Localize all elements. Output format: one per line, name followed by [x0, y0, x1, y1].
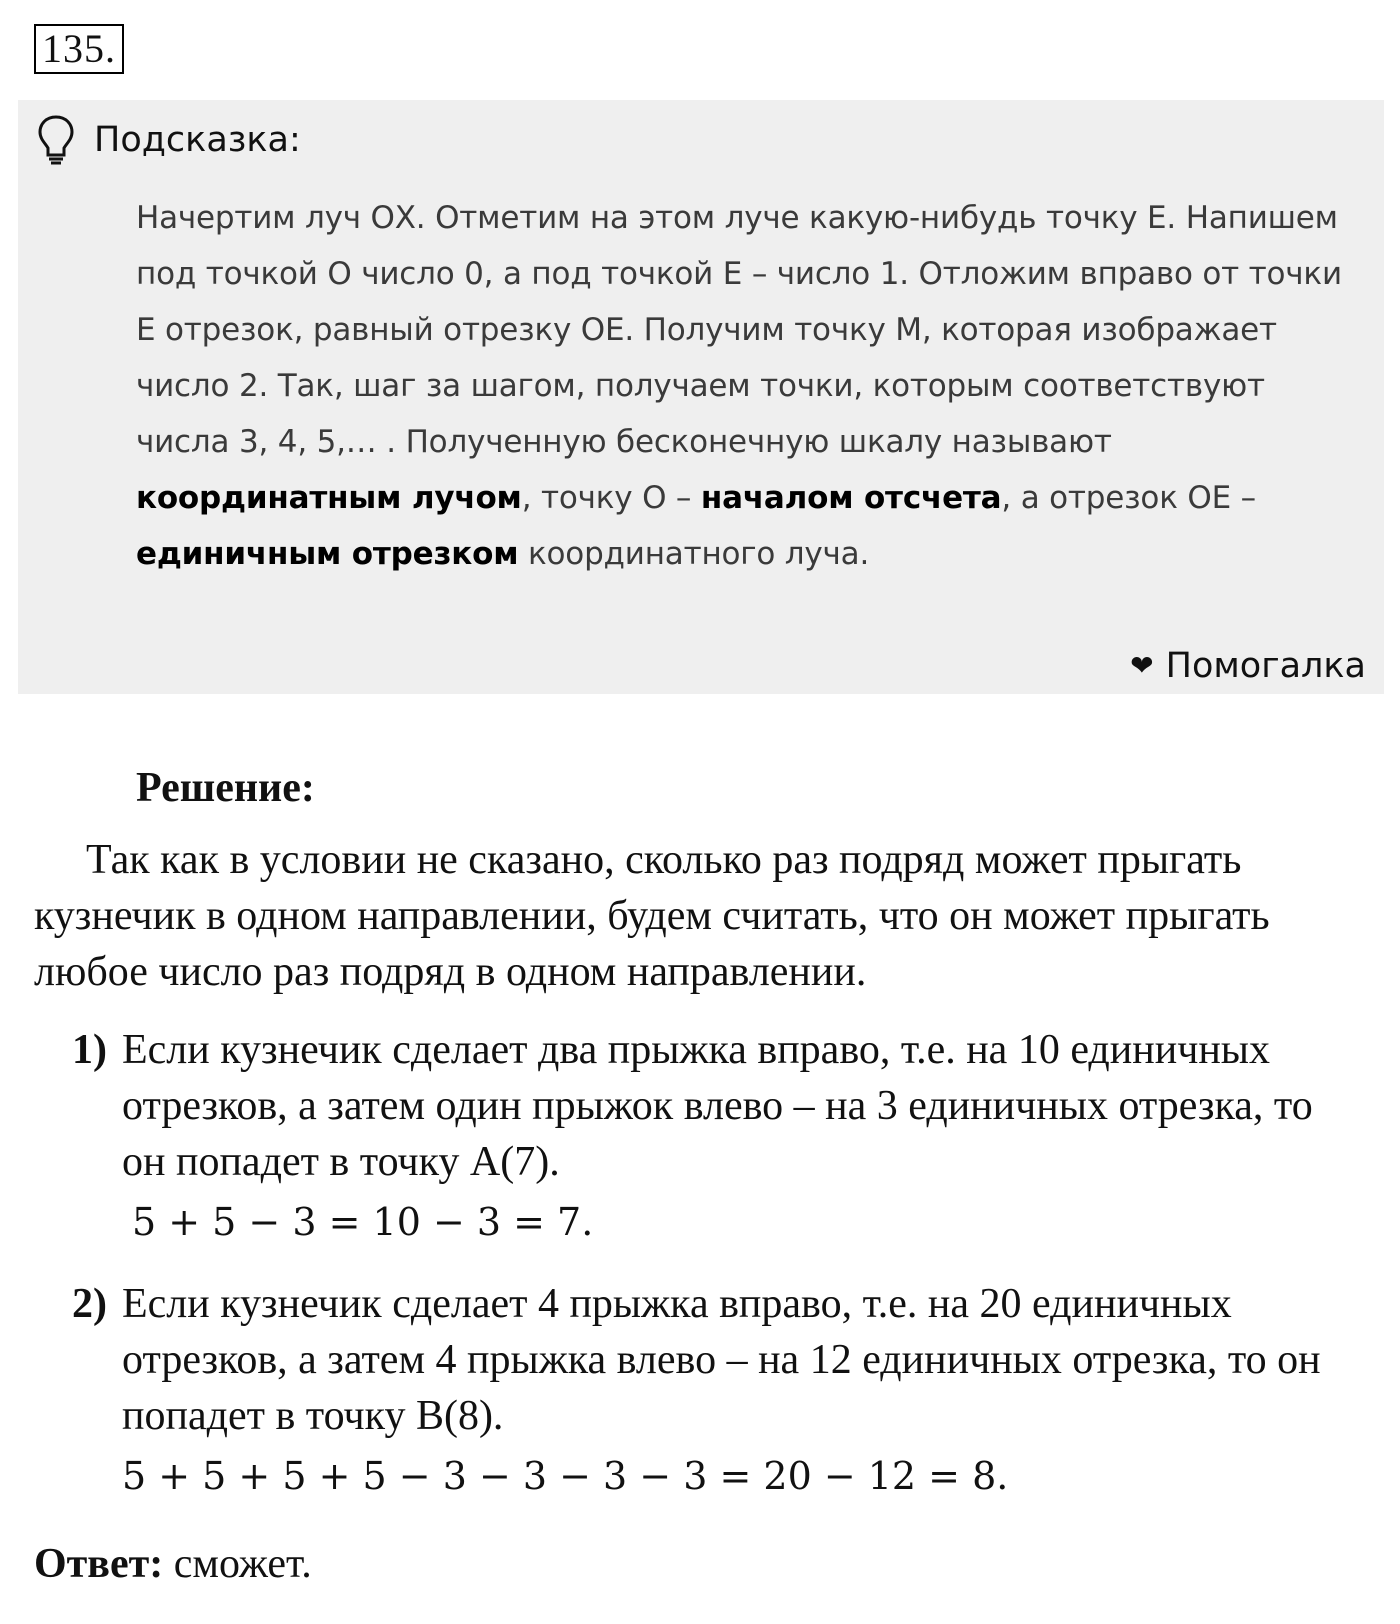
- hint-title: Подсказка:: [94, 120, 301, 160]
- hint-source-label: Помогалка: [1165, 646, 1366, 686]
- answer-value: сможет.: [163, 1541, 312, 1587]
- step-body: [122, 1276, 1352, 1508]
- step-formula: 5 + 5 − 3 = 10 − 3 = 7.: [132, 1200, 594, 1244]
- hint-text-part: Начертим луч ОХ. Отметим на этом луче какую-нибудь точку Е. Напишем под точкой О число 0, а под точкой Е – число 1. Отложим вправо от точки Е отрезок, равный отрезку ОЕ. Получим точку М, которая изображает число 2. Так, шаг за шагом, получаем точки, которым соответствуют числа 3, 4, 5,… . Полученную бесконечную шкалу называют: [136, 200, 1342, 460]
- solution-heading: Решение:: [136, 765, 315, 811]
- answer: [34, 1536, 1364, 1592]
- term-origin: началом отсчета: [700, 480, 1002, 516]
- step-formula: 5 + 5 + 5 + 5 − 3 − 3 − 3 − 3 = 20 − 12 = 8.: [122, 1454, 1009, 1498]
- step-body: [122, 1022, 1352, 1254]
- answer-label: Ответ:: [34, 1541, 164, 1587]
- solution: [34, 760, 1364, 1592]
- solution-intro: Так как в условии не сказано, сколько раз подряд может прыгать кузнечик в одном направлении, будем считать, что он может прыгать любое число раз подряд в одном направлении.: [34, 837, 1270, 995]
- heart-icon: ❤: [1130, 649, 1154, 682]
- term-coordinate-ray: координатным лучом: [136, 480, 522, 516]
- term-unit-segment: единичным отрезком: [136, 536, 519, 572]
- hint-text-part: координатного луча.: [518, 536, 870, 572]
- hint-header: [36, 114, 301, 166]
- solution-step: [72, 1276, 1364, 1508]
- task-number: 135.: [34, 24, 124, 74]
- hint-box: [18, 100, 1384, 694]
- hint-text-part: , а отрезок ОЕ –: [1001, 480, 1256, 516]
- step-text: Если кузнечик сделает 4 прыжка вправо, т.е. на 20 единичных отрезков, а затем 4 прыжка влево – на 12 единичных отрезка, то он попадет в точку В(8).: [122, 1281, 1321, 1439]
- solution-step: [72, 1022, 1364, 1254]
- hint-source: [1130, 646, 1366, 686]
- hint-text: [136, 190, 1366, 582]
- hint-text-part: , точку О –: [521, 480, 701, 516]
- step-text: Если кузнечик сделает два прыжка вправо, т.е. на 10 единичных отрезков, а затем один прыжок влево – на 3 единичных отрезка, то он попадет в точку А(7).: [122, 1027, 1313, 1185]
- lightbulb-icon: [36, 114, 76, 166]
- step-number: 2): [72, 1281, 107, 1327]
- step-number: 1): [72, 1027, 107, 1073]
